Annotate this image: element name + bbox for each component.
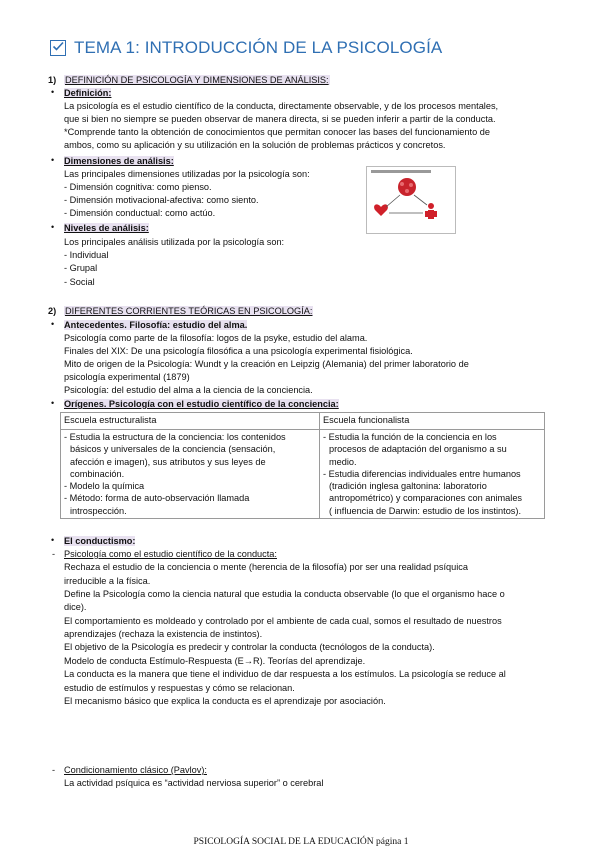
dimensiones-line: - Dimensión motivacional-afectiva: como siento. (64, 195, 259, 205)
table-cell-line: - Estudia diferencias individuales entre humanos (323, 468, 521, 479)
table-cell-line: introspección. (70, 505, 127, 516)
definicion-line: ambos, como su aplicación y su utilización en la solución de problemas prácticos y concretos. (64, 140, 446, 150)
antecedentes-label: Antecedentes. Filosofía: estudio del alma. (64, 320, 248, 330)
condicionamiento-label: Condicionamiento clásico (Pavlov): (64, 765, 207, 775)
table-cell-line: afección e imagen), sus atributos y sus leyes de (70, 456, 266, 467)
table-cell-line: medio. (329, 456, 357, 467)
conductismo-line: El comportamiento es moldeado y controlado por el ambiente de cada cual, somos el resultado de nuestros (64, 616, 502, 626)
person-icon (425, 203, 437, 219)
dimensiones-line: Las principales dimensiones utilizadas por la psicología son: (64, 169, 310, 179)
page-footer: PSICOLOGÍA SOCIAL DE LA EDUCACIÓN página 1 (193, 837, 409, 847)
conductismo-sublabel: Psicología como el estudio científico de la conducta: (64, 549, 277, 559)
schools-table (60, 412, 545, 519)
table-cell-line: - Modelo la química (64, 481, 145, 492)
bullet-icon: • (51, 319, 55, 329)
definicion-line: que si bien no siempre se pueden observar de manera directa, si se pueden inferir a partir de la conducta. (64, 114, 496, 124)
niveles-line: Los principales análisis utilizada por la psicología son: (64, 237, 285, 247)
bullet-icon: • (51, 398, 55, 408)
bullet-icon: • (51, 222, 55, 232)
table-cell-line: procesos de adaptación del organismo a su (329, 444, 507, 455)
table-cell-line: - Estudia la estructura de la conciencia: los contenidos (64, 432, 286, 442)
origenes-label: Orígenes. Psicología con el estudio científico de la conciencia: (64, 399, 339, 409)
table-header-cell: Escuela estructuralista (61, 413, 320, 430)
definicion-label: Definición: (64, 88, 112, 98)
heart-icon (374, 204, 388, 216)
definicion-line: La psicología es el estudio científico de la conducta, directamente observable, y de los procesos mentales, (64, 101, 499, 111)
condicionamiento-line: La actividad psíquica es “actividad nerviosa superior” o cerebral (64, 778, 324, 788)
section2-heading: 2) DIFERENTES CORRIENTES TEÓRICAS EN PSICOLOGÍA: (48, 306, 313, 316)
brain-icon (398, 178, 416, 196)
conductismo-line: aprendizajes (rechaza la existencia de instintos). (64, 629, 263, 639)
antecedentes-line: Psicología como parte de la filosofía: logos de la psyke, estudio del alama. (64, 333, 368, 343)
conductismo-label: El conductismo: (64, 536, 136, 546)
checkbox-icon (50, 40, 66, 56)
antecedentes-line: Mito de origen de la Psicología: Wundt y la creación en Leipzig (Alemania) del primer laboratorio de (64, 359, 469, 369)
niveles-line: - Grupal (64, 263, 98, 273)
dimensiones-line: - Dimensión cognitiva: como pienso. (64, 182, 212, 192)
table-cell-line: ( influencia de Darwin: estudio de los instintos). (329, 505, 522, 516)
bullet-icon: • (51, 535, 55, 545)
bullet-icon: • (51, 155, 55, 165)
section1-heading: 1) DEFINICIÓN DE PSICOLOGÍA Y DIMENSIONES DE ANÁLISIS: (48, 75, 329, 85)
table-cell-line: - Método: forma de auto-observación llamada (64, 493, 250, 504)
table-header-cell: Escuela funcionalista (320, 413, 545, 430)
niveles-label: Niveles de análisis: (64, 223, 149, 233)
table-header-row (61, 413, 545, 430)
dimensiones-line: - Dimensión conductual: como actúo. (64, 208, 216, 218)
conductismo-line: irreducible a la física. (64, 576, 151, 586)
dash-icon: - (52, 549, 56, 559)
niveles-line: - Social (64, 277, 95, 287)
antecedentes-line: Finales del XIX: De una psicología filosófica a una psicología experimental fisiológica. (64, 346, 413, 356)
bullet-icon: • (51, 87, 55, 97)
conductismo-line: estudio de estímulos y respuestas y cómo se relacionan. (64, 683, 295, 693)
dimensions-illustration (366, 166, 456, 234)
title-row (50, 38, 442, 58)
antecedentes-line: Psicología: del estudio del alma a la ciencia de la conciencia. (64, 385, 313, 395)
conductismo-line: El objetivo de la Psicología es predecir y controlar la conducta (tecnólogos de la conducta). (64, 642, 435, 652)
conductismo-line: Define la Psicología como la ciencia natural que estudia la conducta observable (lo que el organismo hace o (64, 589, 505, 599)
table-cell-line: combinación. (70, 468, 125, 479)
table-cell-funcionalista (320, 430, 545, 519)
conductismo-line: La conducta es la manera que tiene el individuo de dar respuesta a los estímulos. La psicología se reduce al (64, 669, 506, 679)
table-cell-line: antropométrico) y comparaciones con animales (329, 493, 523, 504)
table-row (61, 430, 545, 519)
illustration-caption-icon (371, 170, 431, 173)
table-cell-estructuralista (61, 430, 320, 519)
conductismo-line: Rechaza el estudio de la conciencia o mente (herencia de la filosofía) por ser una realidad psíquica (64, 562, 468, 572)
dimensiones-label: Dimensiones de análisis: (64, 156, 174, 166)
conductismo-line: El mecanismo básico que explica la conducta es el aprendizaje por asociación. (64, 696, 386, 706)
conductismo-line: Modelo de conducta Estímulo-Respuesta (E→R). Teorías del aprendizaje. (64, 656, 366, 666)
conductismo-line: dice). (64, 602, 87, 612)
dash-icon: - (52, 765, 56, 775)
antecedentes-line: psicología experimental (1879) (64, 372, 190, 382)
connector-arrows-icon (386, 195, 427, 213)
table-cell-line: básicos y universales de la conciencia (sensación, (70, 444, 276, 455)
page-title: TEMA 1: INTRODUCCIÓN DE LA PSICOLOGÍA (74, 38, 443, 57)
table-cell-line: (tradición inglesa galtonina: laboratorio (329, 481, 487, 492)
table-cell-line: - Estudia la función de la conciencia en los (323, 432, 497, 442)
definicion-line: *Comprende tanto la obtención de conocimientos que permitan conocer las bases del funcionamiento de (64, 127, 490, 137)
niveles-line: - Individual (64, 250, 109, 260)
